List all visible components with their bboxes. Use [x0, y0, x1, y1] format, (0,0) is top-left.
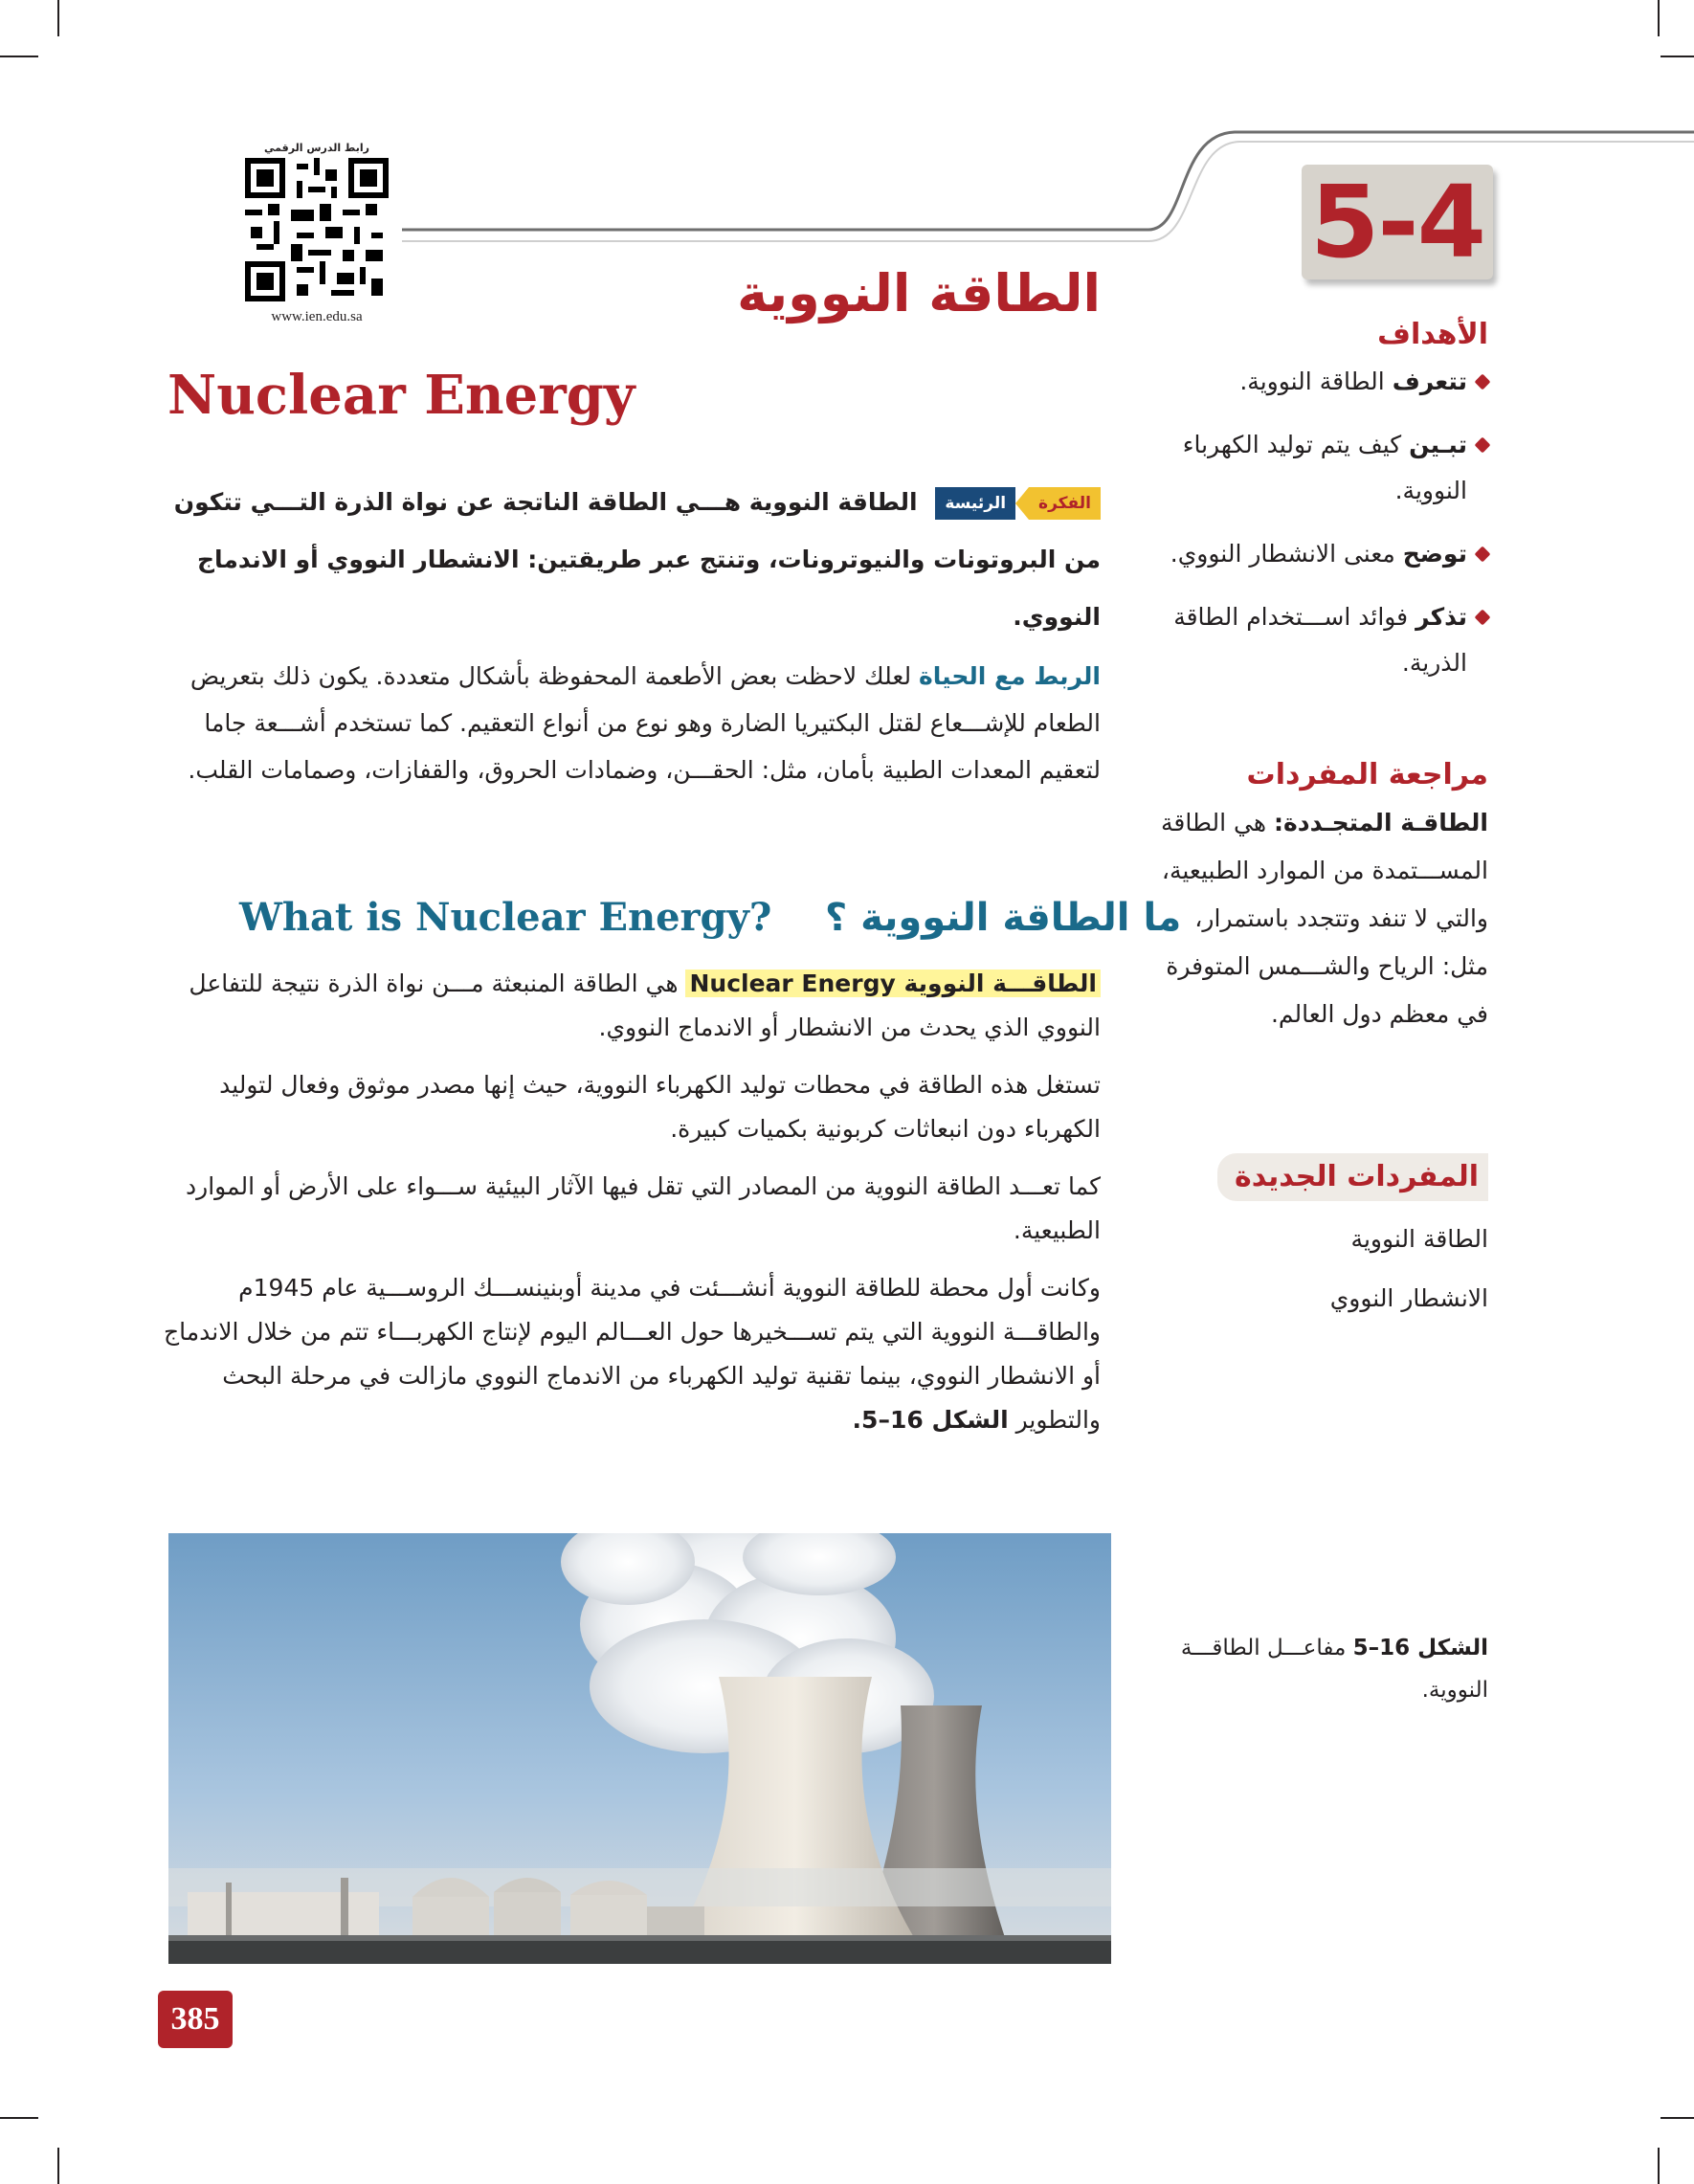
lesson-title-en: Nuclear Energy — [167, 364, 635, 427]
objective-item: تتعرف الطاقة النووية. — [1144, 359, 1488, 405]
main-idea-tag-2: الرئيسة — [935, 487, 1015, 520]
objective-item: تبـين كيف يتم توليد الكهرباء النووية. — [1144, 422, 1488, 514]
objective-item: تذكر فوائد اســـتخدام الطاقة الذرية. — [1144, 594, 1488, 686]
crop-mark — [1658, 0, 1660, 36]
qr-url: www.ien.edu.sa — [271, 309, 363, 324]
figure-caption — [1172, 1627, 1488, 1711]
lesson-title-ar: الطاقة النووية — [737, 263, 1101, 323]
vocab-review-heading: مراجعة المفردات — [1246, 758, 1488, 791]
objective-item: توضح معنى الانشطار النووي. — [1144, 531, 1488, 577]
crop-mark — [57, 2148, 59, 2184]
main-idea-text: الطاقة النووية هـــي الطاقة الناتجة عن نواة الذرة التـــي تتكون من البروتونات والنيوترونات، وتنتج عبر طريقتين: الانشطار النووي أو الاندماج النووي. — [173, 488, 1101, 631]
new-vocab-item[interactable]: الانشطار النووي — [1329, 1284, 1488, 1312]
life-link-text: لعلك لاحظت بعض الأطعمة المحفوظة بأشكال متعددة. يكون ذلك بتعريض الطعام للإشـــعاع لقتل البكتيريا الضارة وهو نوع من أنواع التعقيم. كما تستخدم أشـــعة جاما لتعقيم المعدات الطبية بأمان، مثل: الحقـــن، وضمادات الحروق، والقفازات، وصمامات القلب. — [188, 662, 1101, 784]
objectives-heading: الأهداف — [1377, 318, 1488, 351]
figure-caption-label: الشكل 16–5 — [1352, 1636, 1488, 1660]
life-link-label: الربط مع الحياة — [919, 662, 1101, 690]
vocab-review — [1144, 751, 1488, 1038]
life-link — [163, 653, 1101, 793]
lesson-number-badge: 5-4 — [1302, 165, 1493, 279]
crop-mark — [0, 56, 38, 57]
figure-caption-text: مفاعـــل الطاقـــة النووية. — [1180, 1636, 1488, 1703]
paragraph-3: كما تعـــد الطاقة النووية من المصادر التي تقل فيها الآثار البيئية ســـواء على الأرض أو الموارد الطبيعية. — [185, 1172, 1101, 1244]
page-number: 385 — [158, 1991, 233, 2048]
crop-mark — [0, 2117, 38, 2119]
section-heading-en: What is Nuclear Energy? — [239, 895, 772, 940]
paragraph-1-text: هي الطاقة المنبعثة مـــن نواة الذرة نتيجة للتفاعل النووي الذي يحدث من الانشطار أو الاندماج النووي. — [189, 969, 1101, 1041]
new-vocab-item[interactable]: الطاقة النووية — [1350, 1225, 1488, 1253]
main-idea-tag-1: الفكرة — [1029, 487, 1101, 520]
vocab-term: الطاقـة المتجـددة: — [1274, 809, 1488, 836]
key-term-highlight: الطاقـــة النووية Nuclear Energy — [685, 969, 1101, 997]
crop-mark — [57, 0, 59, 36]
vocab-review-definition — [1144, 799, 1488, 1038]
qr-block — [239, 142, 394, 325]
qr-code[interactable] — [245, 158, 389, 301]
paragraph-1 — [163, 962, 1101, 1050]
main-idea-tag — [935, 487, 1101, 520]
vocab-definition-text: هي الطاقة المســـتمدة من الموارد الطبيعية، والتي لا تنفد وتتجدد باستمرار، مثل: الرياح والشـــمس المتوفرة في معظم دول العالم. — [1161, 809, 1488, 1028]
new-vocab-heading: المفردات الجديدة — [1217, 1153, 1488, 1201]
objectives — [1144, 311, 1488, 703]
section-heading — [239, 895, 1182, 940]
qr-label: رابط الدرس الرقمي — [264, 142, 369, 154]
crop-mark — [1658, 2148, 1660, 2184]
paragraph-4-text: وكانت أول محطة للطاقة النووية أنشـــئت في مدينة أوبنينســـك الروســـية عام 1945م والطاقـــة النووية التي يتم تســـخيرها حول العـــالم اليوم لإنتاج الكهربـــاء تتم من خلال الاندماج أو الانشطار النووي، بينما تقنية توليد الكهرباء من الاندماج النووي مازالت في مرحلة البحث والتطوير — [164, 1274, 1101, 1434]
nuclear-plant-photo — [168, 1533, 1111, 1964]
crop-mark — [1661, 2117, 1694, 2119]
new-vocab — [1144, 1153, 1488, 1328]
objectives-list — [1144, 359, 1488, 686]
paragraph-2: تستغل هذه الطاقة في محطات توليد الكهرباء النووية، حيث إنها مصدر موثوق وفعال لتوليد الكهرباء دون انبعاثات كربونية بكميات كبيرة. — [219, 1071, 1101, 1143]
paragraph-4 — [163, 1266, 1101, 1442]
section-body — [163, 962, 1101, 1456]
section-heading-ar: ما الطاقة النووية ؟ — [825, 896, 1182, 940]
crop-mark — [1661, 56, 1694, 57]
figure-reference[interactable]: الشكل 16–5. — [852, 1406, 1009, 1434]
main-idea — [163, 474, 1101, 646]
